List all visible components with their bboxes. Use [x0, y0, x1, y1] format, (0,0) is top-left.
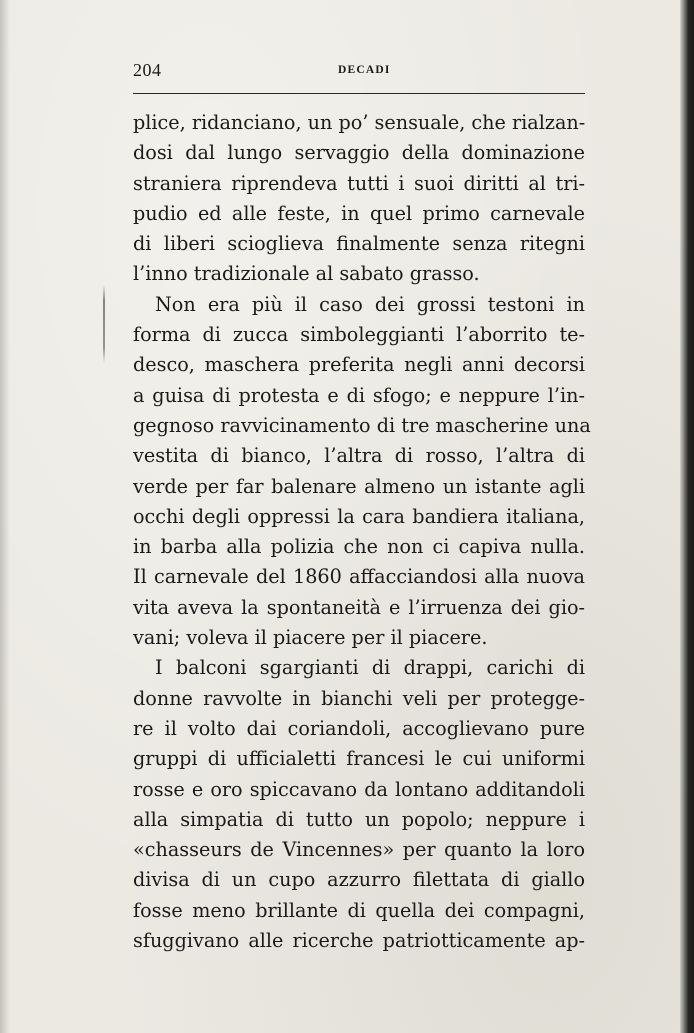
- margin-pencil-mark: [103, 285, 105, 363]
- text-line: occhi degli oppressi la cara bandiera italiana,: [133, 504, 585, 528]
- text-line: a guisa di protesta e di sfogo; e neppure l’in-: [133, 383, 585, 407]
- text-line: in barba alla polizia che non ci capiva nulla.: [133, 535, 585, 559]
- text-line: forma di zucca simboleggianti l’aborrito te-: [133, 323, 585, 347]
- page-number: 204: [133, 60, 162, 80]
- text-line: l’inno tradizionale al sabato grasso.: [133, 262, 480, 286]
- text-line: dosi dal lungo servaggio della dominazione: [133, 141, 585, 165]
- text-line: di liberi scioglieva finalmente senza ritegni: [133, 232, 585, 256]
- text-line: verde per far balenare almeno un istante agli: [133, 474, 585, 498]
- text-line: gegnoso ravvicinamento di tre mascherine una: [133, 413, 591, 437]
- text-line: alla simpatia di tutto un popolo; neppure i: [133, 807, 585, 831]
- text-line: gruppi di ufficialetti francesi le cui uniformi: [133, 747, 585, 771]
- text-line: rosse e oro spiccavano da lontano additandoli: [133, 777, 585, 801]
- running-head: DECADI: [338, 64, 391, 76]
- text-line: vestita di bianco, l’altra di rosso, l’altra di: [133, 444, 585, 468]
- text-line: fosse meno brillante di quella dei compagni,: [133, 898, 585, 922]
- text-line: desco, maschera preferita negli anni decorsi: [133, 353, 585, 377]
- text-line: donne ravvolte in bianchi veli per protegge-: [133, 686, 585, 710]
- text-line: re il volto dai coriandoli, accoglievano pure: [133, 716, 585, 740]
- text-line: plice, ridanciano, un po’ sensuale, che rialzan-: [133, 111, 586, 134]
- text-line: sfuggivano alle ricerche patriotticamente ap-: [133, 929, 585, 953]
- text-line: vani; voleva il piacere per il piacere.: [133, 626, 488, 650]
- text-line: Il carnevale del 1860 affacciandosi alla nuova: [133, 565, 585, 589]
- text-line: divisa di un cupo azzurro filettata di giallo: [133, 868, 585, 892]
- text-line: straniera riprendeva tutti i suoi diritti al tri-: [133, 171, 585, 195]
- text-line: «chasseurs de Vincennes» per quanto la loro: [133, 838, 585, 862]
- page-gutter-shadow: [0, 0, 10, 1033]
- page-header: [133, 58, 585, 82]
- text-line: I balconi sgargianti di drappi, carichi di: [155, 656, 585, 680]
- body-text: [133, 108, 591, 956]
- text-line: pudio ed alle feste, in quel primo carnevale: [133, 201, 585, 225]
- text-line: Non era più il caso dei grossi testoni in: [155, 292, 585, 316]
- header-rule: [133, 93, 585, 94]
- page-edge: [680, 0, 694, 1033]
- text-line: vita aveva la spontaneità e l’irruenza dei gio-: [133, 595, 585, 619]
